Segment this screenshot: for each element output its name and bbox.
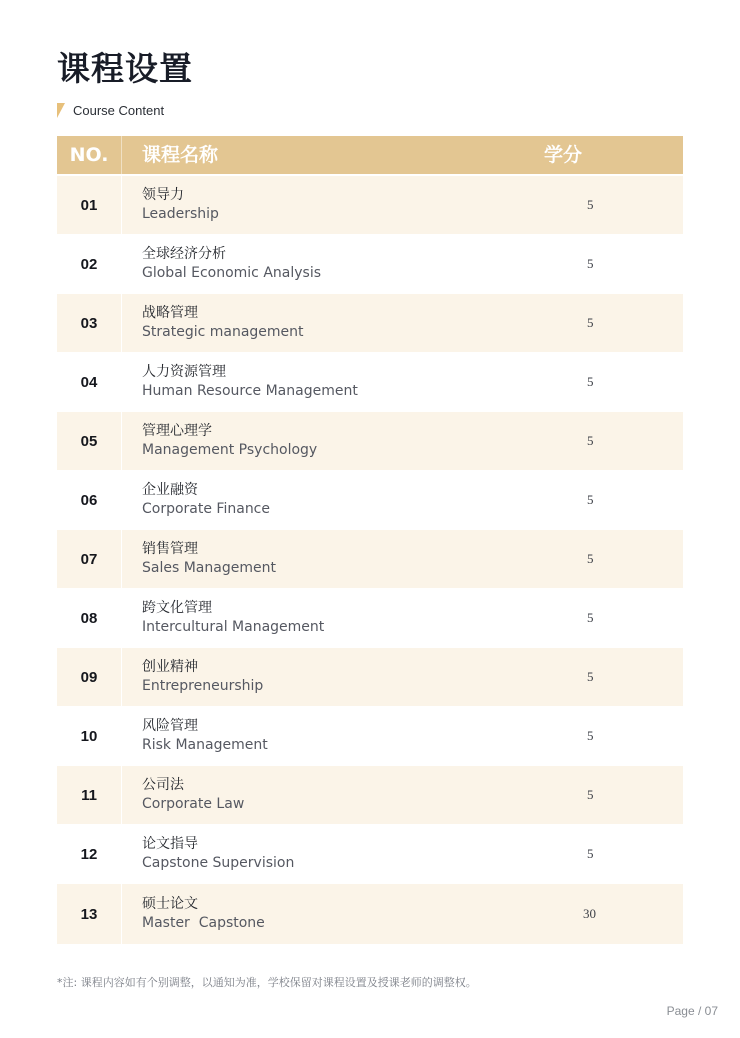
course-name bbox=[122, 648, 544, 706]
page-title: 课程设置 bbox=[57, 49, 193, 88]
course-name bbox=[122, 353, 544, 411]
course-name-en: Leadership bbox=[142, 206, 219, 222]
course-name bbox=[122, 412, 544, 470]
course-credit: 5 bbox=[587, 669, 594, 684]
course-credit: 5 bbox=[587, 846, 594, 861]
table-row bbox=[57, 884, 683, 944]
course-name-zh: 硕士论文 bbox=[142, 895, 198, 912]
row-number: 13 bbox=[57, 884, 122, 944]
table-row bbox=[57, 412, 683, 470]
course-credit: 5 bbox=[587, 728, 594, 743]
table-row bbox=[57, 825, 683, 883]
row-number: 11 bbox=[57, 766, 122, 824]
course-name-en: Entrepreneurship bbox=[142, 678, 264, 694]
table-row bbox=[57, 471, 683, 529]
column-header-credit: 学分 bbox=[544, 143, 583, 166]
course-name-zh: 企业融资 bbox=[142, 481, 198, 498]
row-number: 10 bbox=[57, 707, 122, 765]
page-number: Page / 07 bbox=[666, 1004, 718, 1018]
course-name-zh: 创业精神 bbox=[142, 658, 198, 675]
course-name-zh: 公司法 bbox=[142, 776, 184, 793]
table-row bbox=[57, 353, 683, 411]
row-number: 08 bbox=[57, 589, 122, 647]
course-name-en: Capstone Supervision bbox=[142, 855, 295, 871]
table-body bbox=[57, 176, 683, 944]
table-row bbox=[57, 530, 683, 588]
row-number: 05 bbox=[57, 412, 122, 470]
course-name-zh: 跨文化管理 bbox=[142, 599, 212, 616]
course-name-en: Corporate Law bbox=[142, 796, 245, 812]
course-name-zh: 全球经济分析 bbox=[142, 245, 226, 262]
row-number: 07 bbox=[57, 530, 122, 588]
course-name-en: Global Economic Analysis bbox=[142, 265, 322, 281]
course-name bbox=[122, 825, 544, 883]
table-row bbox=[57, 648, 683, 706]
course-name-en: Risk Management bbox=[142, 737, 268, 753]
course-name-zh: 论文指导 bbox=[142, 835, 198, 852]
course-name bbox=[122, 766, 544, 824]
table-row bbox=[57, 176, 683, 234]
course-credit: 30 bbox=[583, 906, 596, 921]
table-row bbox=[57, 589, 683, 647]
course-name-en: Corporate Finance bbox=[142, 501, 270, 517]
course-credit: 5 bbox=[587, 787, 594, 802]
course-name bbox=[122, 707, 544, 765]
course-name-zh: 风险管理 bbox=[142, 717, 198, 734]
course-name bbox=[122, 884, 544, 944]
course-name-en: Management Psychology bbox=[142, 442, 318, 458]
course-name-zh: 销售管理 bbox=[142, 540, 198, 557]
course-name-en: Master Capstone bbox=[142, 915, 265, 931]
course-credit: 5 bbox=[587, 256, 594, 271]
course-name-en: Sales Management bbox=[142, 560, 276, 576]
row-number: 03 bbox=[57, 294, 122, 352]
course-credit: 5 bbox=[587, 433, 594, 448]
row-number: 09 bbox=[57, 648, 122, 706]
course-name-zh: 领导力 bbox=[142, 186, 184, 203]
course-name-en: Human Resource Management bbox=[142, 383, 358, 399]
course-name-en: Intercultural Management bbox=[142, 619, 325, 635]
course-credit: 5 bbox=[587, 610, 594, 625]
table-row bbox=[57, 766, 683, 824]
subtitle-text: Course Content bbox=[73, 102, 165, 118]
column-header-name: 课程名称 bbox=[142, 143, 219, 166]
course-credit: 5 bbox=[587, 374, 594, 389]
footnote: *注: 课程内容如有个别调整，以通知为准，学校保留对课程设置及授课老师的调整权。 bbox=[57, 976, 477, 989]
course-name-en: Strategic management bbox=[142, 324, 304, 340]
row-number: 04 bbox=[57, 353, 122, 411]
column-header-no: NO. bbox=[57, 136, 122, 174]
course-name bbox=[122, 235, 544, 293]
course-name bbox=[122, 530, 544, 588]
course-credit: 5 bbox=[587, 197, 594, 212]
course-table bbox=[57, 136, 683, 945]
course-name bbox=[122, 176, 544, 234]
table-header bbox=[57, 136, 683, 174]
row-number: 12 bbox=[57, 825, 122, 883]
course-credit: 5 bbox=[587, 492, 594, 507]
course-credit: 5 bbox=[587, 315, 594, 330]
course-name-zh: 战略管理 bbox=[142, 304, 198, 321]
row-number: 02 bbox=[57, 235, 122, 293]
course-credit: 5 bbox=[587, 551, 594, 566]
table-row bbox=[57, 235, 683, 293]
course-name-zh: 人力资源管理 bbox=[142, 363, 226, 380]
table-row bbox=[57, 707, 683, 765]
course-name bbox=[122, 471, 544, 529]
row-number: 06 bbox=[57, 471, 122, 529]
course-name bbox=[122, 294, 544, 352]
table-row bbox=[57, 294, 683, 352]
course-name-zh: 管理心理学 bbox=[142, 422, 212, 439]
subtitle bbox=[57, 100, 164, 120]
row-number: 01 bbox=[57, 176, 122, 234]
corner-mark-icon bbox=[57, 103, 65, 118]
course-name bbox=[122, 589, 544, 647]
